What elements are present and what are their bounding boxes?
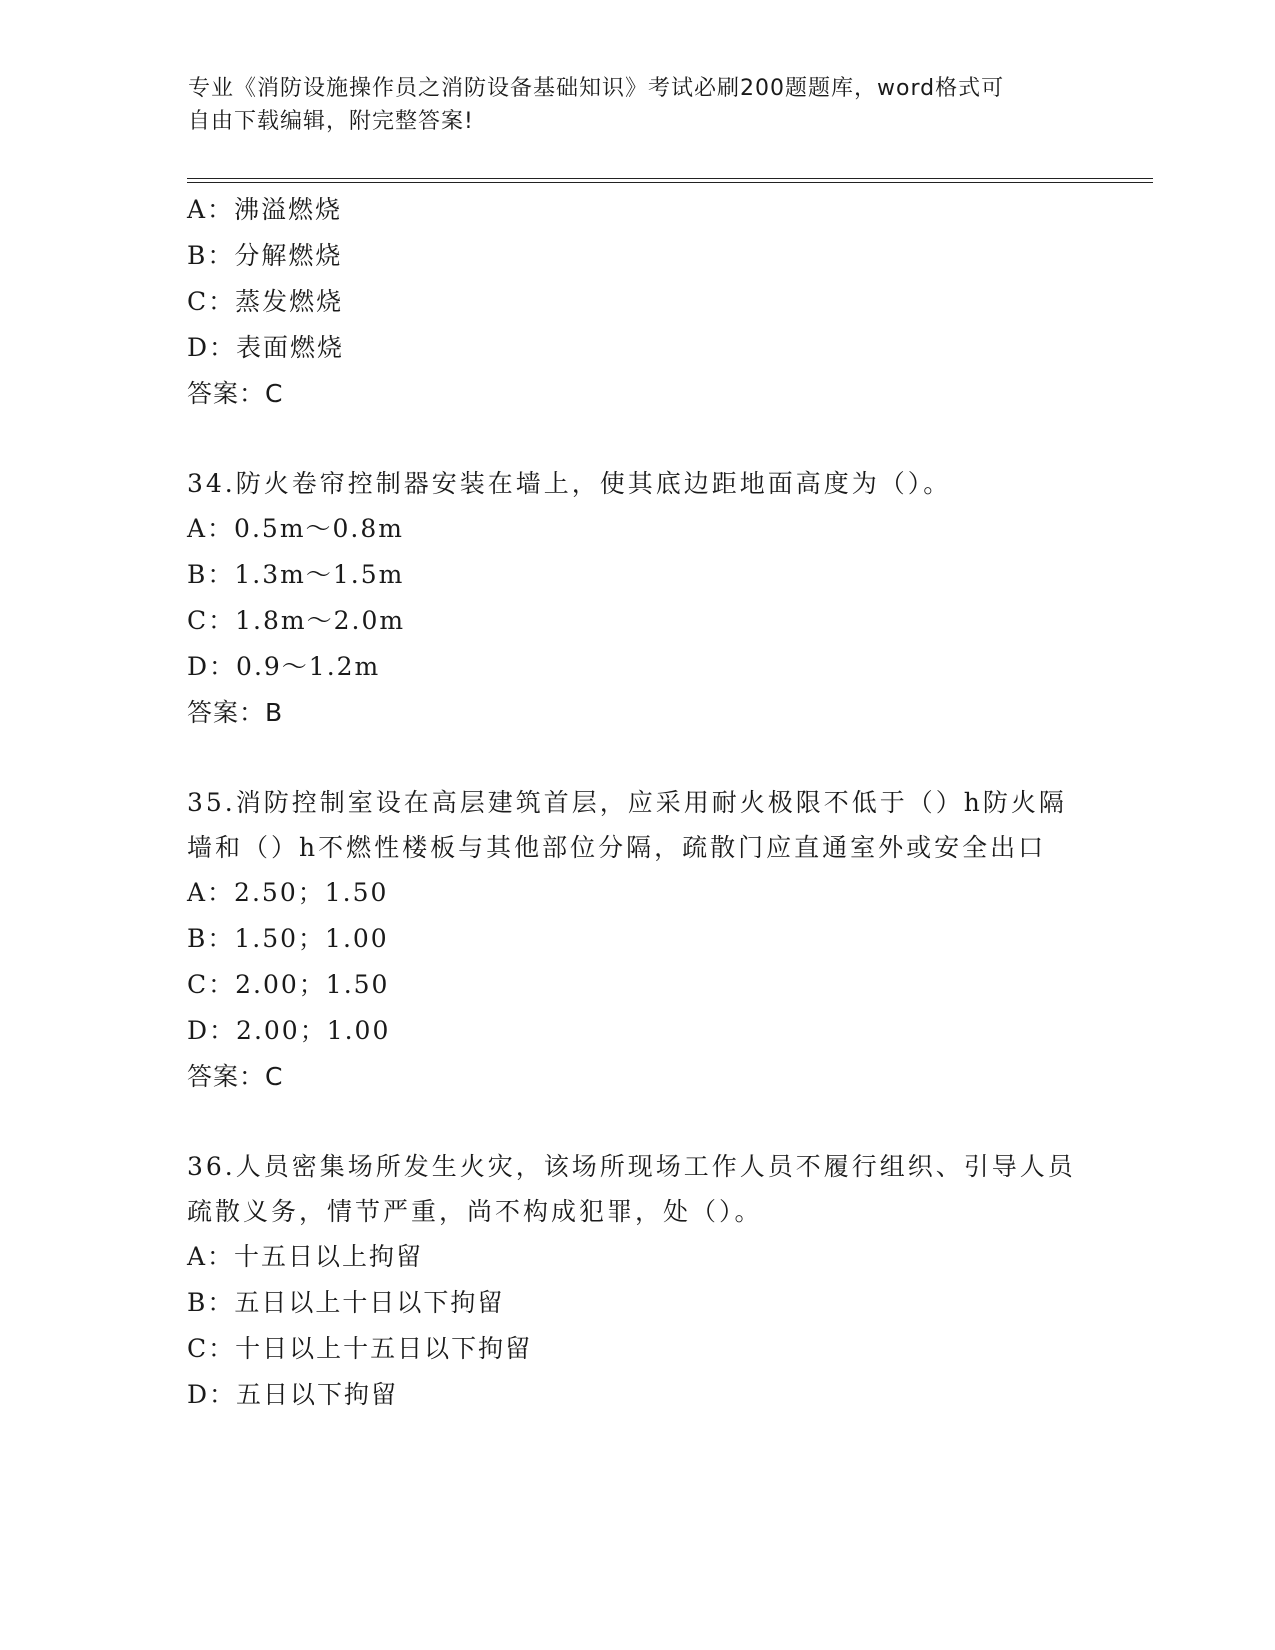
option-b: B：分解燃烧: [187, 241, 343, 270]
question-34: [187, 461, 1087, 736]
option-b: B：1.3m～1.5m: [187, 560, 405, 589]
option-b: B：1.50；1.00: [187, 924, 389, 953]
option-a: A：0.5m～0.8m: [187, 514, 404, 543]
option-c: C：2.00；1.50: [187, 970, 390, 999]
header-title-line-2: 自由下载编辑，附完整答案!: [188, 109, 474, 134]
option-d: D：表面燃烧: [187, 333, 345, 362]
question-stem: 35.消防控制室设在高层建筑首层，应采用耐火极限不低于（）h防火隔墙和（）h不燃性楼板与其他部位分隔，疏散门应直通室外或安全出口: [187, 788, 1067, 862]
answer-line: 答案：C: [187, 379, 284, 408]
option-d: D：0.9～1.2m: [187, 652, 381, 681]
question-36: [187, 1144, 1087, 1418]
option-d: D：五日以下拘留: [187, 1380, 399, 1409]
question-list: [187, 187, 1087, 1418]
header-title-line-1: 专业《消防设施操作员之消防设备基础知识》考试必刷200题题库，word格式可: [188, 76, 1005, 101]
option-d: D：2.00；1.00: [187, 1016, 391, 1045]
option-a: A：沸溢燃烧: [187, 195, 343, 224]
option-b: B：五日以上十日以下拘留: [187, 1288, 505, 1317]
option-a: A：十五日以上拘留: [187, 1242, 424, 1271]
question-35: [187, 780, 1087, 1100]
answer-line: 答案：C: [187, 1062, 284, 1091]
question-stem: 36.人员密集场所发生火灾，该场所现场工作人员不履行组织、引导人员疏散义务，情节严重，尚不构成犯罪，处（）。: [187, 1152, 1076, 1226]
document-header: [188, 72, 1068, 138]
header-divider: [187, 178, 1153, 183]
option-c: C：十日以上十五日以下拘留: [187, 1334, 533, 1363]
question-33-continued: [187, 187, 1087, 417]
option-c: C：1.8m～2.0m: [187, 606, 406, 635]
option-c: C：蒸发燃烧: [187, 287, 344, 316]
question-stem: 34.防火卷帘控制器安装在墙上，使其底边距地面高度为（）。: [187, 469, 952, 498]
answer-line: 答案：B: [187, 698, 284, 727]
option-a: A：2.50；1.50: [187, 878, 389, 907]
